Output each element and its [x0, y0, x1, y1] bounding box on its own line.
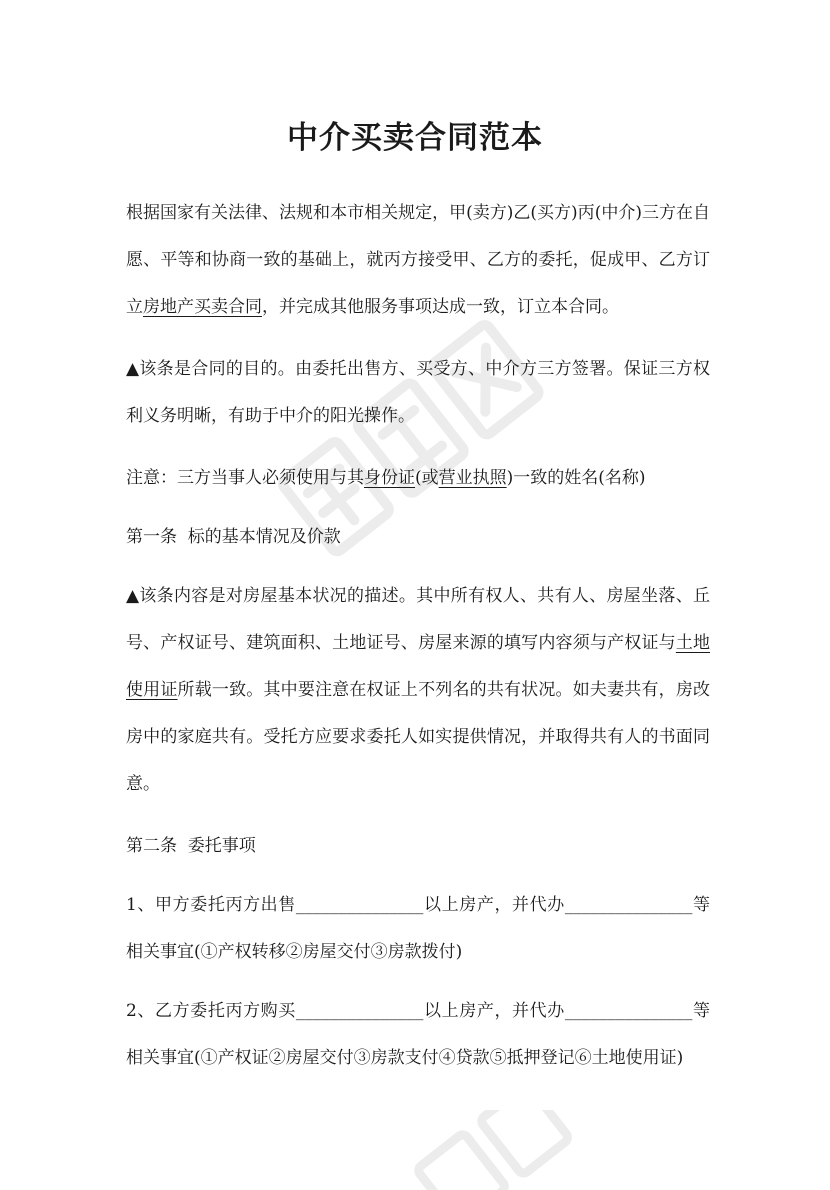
- intro-text-end: ，并完成其他服务事项达成一致，订立本合同。: [262, 297, 619, 317]
- paragraph-intro: [126, 190, 710, 331]
- link-business-license[interactable]: 营业执照: [438, 468, 507, 488]
- heading-article-2: 第二条 委托事项: [126, 836, 256, 856]
- intro-text: 根据国家有关法律、法规和本市相关规定，甲(卖方)乙(买方)丙(中介)三方在自愿、平等和协商一致的基础上，就丙方接受甲、乙方的委托，促成甲、乙方订立: [126, 203, 710, 317]
- watermark-logo-bottom: [390, 1110, 590, 1190]
- attention-text-end: )一致的姓名(名称): [506, 468, 646, 488]
- property-text-end: 所载一致。其中要注意在权证上不列名的共有状况。如夫妻共有，房改房中的家庭共有。受托方应要求委托人如实提供情况，并取得共有人的书面同意。: [126, 680, 710, 794]
- paragraph-attention: [126, 455, 710, 502]
- document-body: [126, 190, 710, 1082]
- paragraph-item-2: 2、乙方委托丙方购买_______________以上房产，并代办_______________等相关事宜(①产权证②房屋交付③房款支付④贷款⑤抵押登记⑥土地使用证): [126, 1001, 710, 1068]
- property-text: ▲该条内容是对房屋基本状况的描述。其中所有权人、共有人、房屋坐落、丘号、产权证号、建筑面积、土地证号、房屋来源的填写内容须与产权证与: [126, 586, 710, 653]
- paragraph-purpose-note: ▲该条是合同的目的。由委托出售方、买受方、中介方三方签署。保证三方权利义务明晰，有助于中介的阳光操作。: [126, 359, 710, 426]
- paragraph-property-note: [126, 573, 710, 808]
- paragraph-item-1: 1、甲方委托丙方出售_______________以上房产，并代办_______________等相关事宜(①产权转移②房屋交付③房款拨付): [126, 895, 710, 962]
- link-id-card[interactable]: 身份证: [364, 468, 415, 488]
- link-real-estate-contract[interactable]: 房地产买卖合同: [143, 297, 262, 317]
- link-land-use-certificate[interactable]: 土地使用证: [126, 633, 711, 700]
- page-title: 中介买卖合同范本: [287, 120, 543, 156]
- attention-text: 注意：三方当事人必须使用与其: [126, 468, 364, 488]
- heading-article-1: 第一条 标的基本情况及价款: [126, 527, 341, 547]
- attention-text-mid: (或: [415, 468, 439, 488]
